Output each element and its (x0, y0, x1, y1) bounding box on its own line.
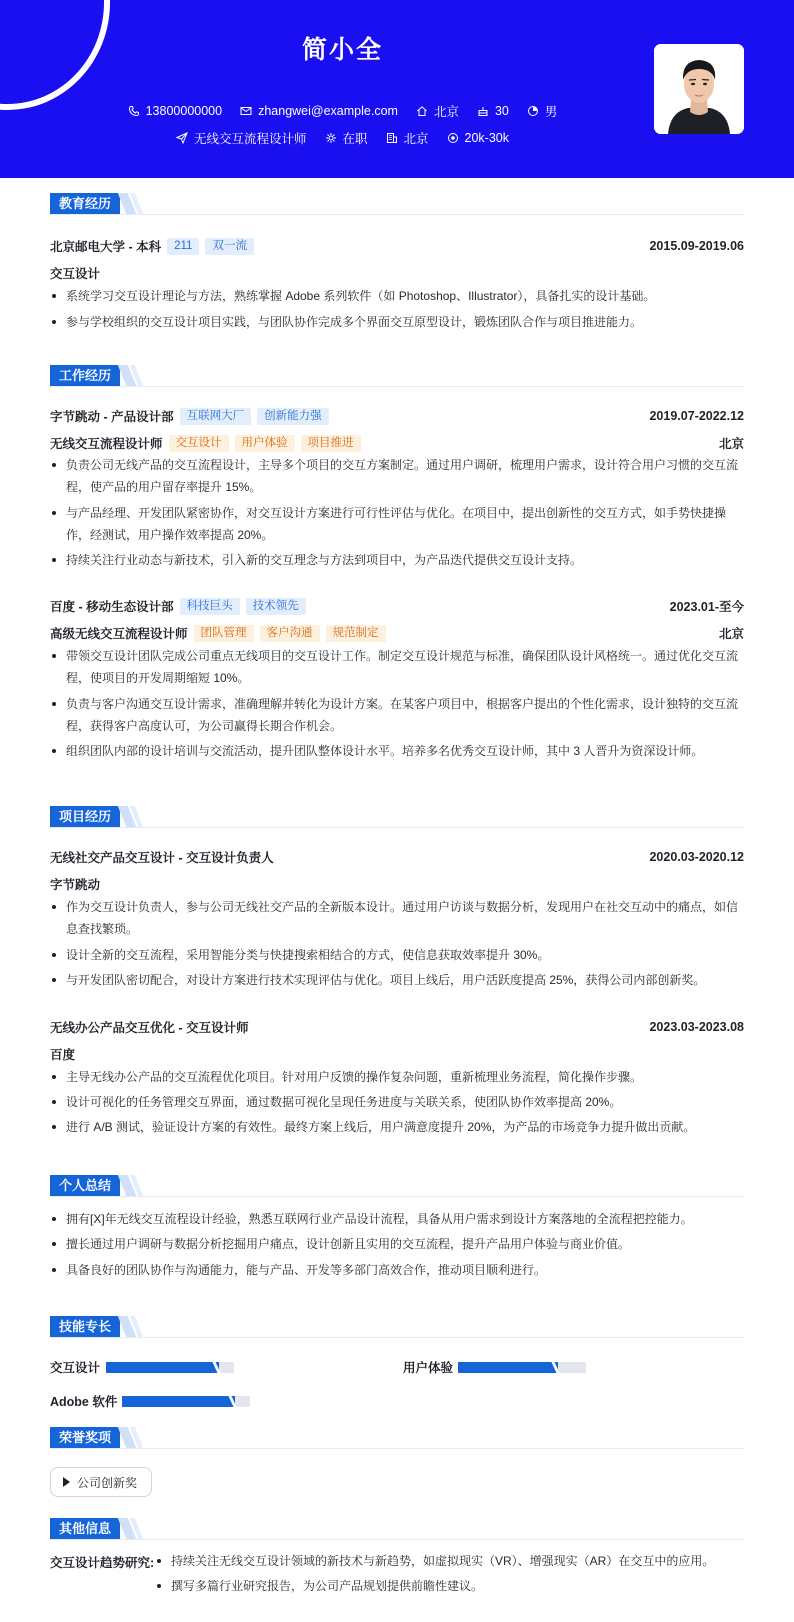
phone-number: 13800000000 (145, 104, 223, 118)
location-item (416, 102, 459, 120)
education-title-bar (50, 193, 744, 215)
job-period: 2019.07-2022.12 (649, 409, 744, 423)
other-section (50, 1518, 744, 1593)
skill-name: Adobe 软件 (50, 1395, 118, 1409)
section-title: 个人总结 (50, 1175, 120, 1196)
list-item: 参与学校组织的交互设计项目实践，与团队协作完成多个界面交互原型设计，锻炼团队合作与项目推进能力。 (50, 311, 744, 333)
phone-item (128, 104, 222, 118)
skill-bar-fill (458, 1362, 558, 1373)
education-header-row (50, 237, 744, 255)
list-item: 系统学习交互设计理论与方法，熟练掌握 Adobe 系列软件（如 Photoshop、Illustrator），具备扎实的设计基础。 (50, 285, 744, 307)
school-tag: 双一流 (205, 238, 254, 255)
job-company-row (50, 407, 744, 425)
mail-icon (240, 105, 252, 117)
list-item: 持续关注行业动态与新技术，引入新的交互理念与方法到项目中，为产品迭代提供交互设计支持。 (50, 549, 744, 571)
list-item: 带领交互设计团队完成公司重点无线项目的交互设计工作。制定交互设计规范与标准，确保团队设计风格统一。通过优化交互流程，使项目的开发周期缩短 10%。 (50, 645, 744, 689)
age-text: 30 (494, 104, 509, 118)
job-intent-row (0, 129, 685, 147)
project-header-row (50, 848, 744, 866)
company-tag: 互联网大厂 (180, 408, 252, 425)
education-period: 2015.09-2019.06 (649, 239, 744, 253)
gender-icon (527, 105, 539, 117)
major-name: 交互设计 (50, 267, 101, 281)
job-role-row (50, 434, 744, 452)
phone-icon (128, 105, 140, 117)
list-item: 具备良好的团队协作与沟通能力，能与产品、开发等多部门高效合作，推动项目顺利进行。 (50, 1259, 744, 1281)
list-item: 负责与客户沟通交互设计需求，准确理解并转化为设计方案。在某客户项目中，根据客户提出的个性化需求，设计独特的交互流程，获得客户高度认可，为公司赢得长期合作机会。 (50, 693, 744, 737)
major-row (50, 264, 744, 282)
school-tag: 211 (167, 238, 199, 255)
company-name: 百度 - 移动生态设计部 (50, 600, 174, 614)
role-tag: 项目推进 (301, 435, 361, 452)
skill-bar (458, 1362, 586, 1373)
role-name: 无线交互流程设计师 (50, 437, 163, 451)
company-tag: 科技巨头 (180, 598, 240, 615)
project-period: 2023.03-2023.08 (649, 1020, 744, 1034)
list-item: 设计全新的交互流程，采用智能分类与快捷搜索相结合的方式，使信息获取效率提升 30%。 (50, 944, 744, 966)
project-org-row (50, 1045, 744, 1063)
list-item: 持续关注无线交互设计领域的新技术与新趋势，如虚拟现实（VR）、增强现实（AR）在交互中的应用。 (155, 1550, 745, 1572)
avatar-portrait (654, 44, 744, 134)
project-name: 无线社交产品交互设计 - 交互设计负责人 (50, 851, 274, 865)
play-icon (63, 1477, 70, 1487)
salary-text: 20k-30k (464, 131, 510, 145)
skill-item (50, 1392, 250, 1410)
section-title: 技能专长 (50, 1316, 120, 1337)
coin-icon (447, 132, 459, 144)
job-company-row (50, 597, 744, 615)
project-org-row (50, 875, 744, 893)
school-name: 北京邮电大学 - 本科 (50, 240, 162, 254)
project-header-row (50, 1018, 744, 1036)
email-item (240, 104, 398, 118)
section-title: 教育经历 (50, 193, 120, 214)
project-org: 字节跳动 (50, 878, 101, 892)
projects-title-bar (50, 806, 744, 828)
section-title: 项目经历 (50, 806, 120, 827)
summary-title-bar (50, 1175, 744, 1197)
skill-bar-fill (122, 1396, 235, 1407)
contact-row (0, 102, 685, 120)
award-name: 公司创新奖 (77, 1475, 138, 1490)
project-org: 百度 (50, 1048, 76, 1062)
role-tag: 团队管理 (194, 625, 254, 642)
summary-section (50, 1175, 744, 1277)
list-item: 拥有[X]年无线交互流程设计经验，熟悉互联网行业产品设计流程，具备从用户需求到设计方案落地的全流程把控能力。 (50, 1208, 744, 1230)
list-item: 撰写多篇行业研究报告，为公司产品规划提供前瞻性建议。 (155, 1575, 745, 1597)
skill-item (403, 1358, 586, 1376)
job-role-row (50, 624, 744, 642)
role-tag: 客户沟通 (260, 625, 320, 642)
section-title: 其他信息 (50, 1518, 120, 1539)
resume-header (0, 0, 794, 178)
job-city: 北京 (718, 437, 744, 451)
building-icon (386, 132, 398, 144)
list-item: 设计可视化的任务管理交互界面，通过数据可视化呈现任务进度与关联关系，使团队协作效率提高 20%。 (50, 1091, 744, 1113)
skill-name: 用户体验 (403, 1361, 454, 1375)
role-name: 高级无线交互流程设计师 (50, 627, 188, 641)
skill-bar (106, 1362, 234, 1373)
gender-item (527, 102, 558, 120)
list-item: 主导无线办公产品的交互流程优化项目。针对用户反馈的操作复杂问题，重新梳理业务流程，简化操作步骤。 (50, 1066, 744, 1088)
job-title-text: 无线交互流程设计师 (193, 132, 307, 146)
work-section (50, 365, 744, 758)
gear-icon (325, 132, 337, 144)
section-title: 工作经历 (50, 365, 120, 386)
project-period: 2020.03-2020.12 (649, 850, 744, 864)
other-label: 交互设计趋势研究: (50, 1556, 155, 1570)
projects-section (50, 806, 744, 1134)
section-title: 荣誉奖项 (50, 1427, 120, 1448)
home-icon (416, 105, 428, 117)
skills-section (50, 1316, 744, 1338)
list-item: 与产品经理、开发团队紧密协作，对交互设计方案进行可行性评估与优化。在项目中，提出创新性的交互方式，如手势快捷操作，经测试，用户操作效率提高 20%。 (50, 502, 744, 546)
company-name: 字节跳动 - 产品设计部 (50, 410, 174, 424)
skills-title-bar (50, 1316, 744, 1338)
city-text: 北京 (403, 132, 429, 146)
send-icon (176, 132, 188, 144)
list-item: 作为交互设计负责人，参与公司无线社交产品的全新版本设计。通过用户访谈与数据分析，发现用户在社交互动中的痛点，如信息查找繁琐。 (50, 896, 744, 940)
skill-bar-fill (106, 1362, 219, 1373)
city-item (386, 129, 429, 147)
list-item: 擅长通过用户调研与数据分析挖掘用户痛点，设计创新且实用的交互流程，提升产品用户体验与商业价值。 (50, 1233, 744, 1255)
salary-item (447, 131, 509, 145)
location-text: 北京 (433, 105, 459, 119)
gender-text: 男 (544, 105, 558, 119)
status-text: 在职 (342, 132, 368, 146)
company-tag: 创新能力强 (257, 408, 329, 425)
role-tag: 交互设计 (169, 435, 229, 452)
list-item: 组织团队内部的设计培训与交流活动，提升团队整体设计水平。培养多名优秀交互设计师，其中 3 人晋升为资深设计师。 (50, 740, 744, 762)
awards-section (50, 1427, 744, 1449)
role-tag: 用户体验 (235, 435, 295, 452)
skill-name: 交互设计 (50, 1361, 101, 1375)
avatar (654, 44, 744, 134)
award-chip (50, 1467, 152, 1497)
project-name: 无线办公产品交互优化 - 交互设计师 (50, 1021, 249, 1035)
awards-title-bar (50, 1427, 744, 1449)
other-title-bar (50, 1518, 744, 1540)
education-section (50, 193, 744, 329)
company-tag: 技术领先 (246, 598, 306, 615)
age-item (477, 104, 509, 118)
job-city: 北京 (718, 627, 744, 641)
skill-item (50, 1358, 234, 1376)
list-item: 进行 A/B 测试，验证设计方案的有效性。最终方案上线后，用户满意度提升 20%，为产品的市场竞争力提升做出贡献。 (50, 1116, 744, 1138)
candidate-name: 简小全 (301, 36, 383, 64)
cake-icon (477, 105, 489, 117)
status-item (325, 129, 368, 147)
job-item (176, 129, 307, 147)
work-title-bar (50, 365, 744, 387)
list-item: 与开发团队密切配合，对设计方案进行技术实现评估与优化。项目上线后，用户活跃度提高 25%，获得公司内部创新奖。 (50, 969, 744, 991)
role-tag: 规范制定 (326, 625, 386, 642)
skill-bar (122, 1396, 250, 1407)
job-period: 2023.01-至今 (669, 600, 744, 614)
list-item: 负责公司无线产品的交互流程设计，主导多个项目的交互方案制定。通过用户调研，梳理用户需求，设计符合用户习惯的交互流程，使产品的用户留存率提升 15%。 (50, 454, 744, 498)
email-address: zhangwei@example.com (258, 104, 398, 118)
